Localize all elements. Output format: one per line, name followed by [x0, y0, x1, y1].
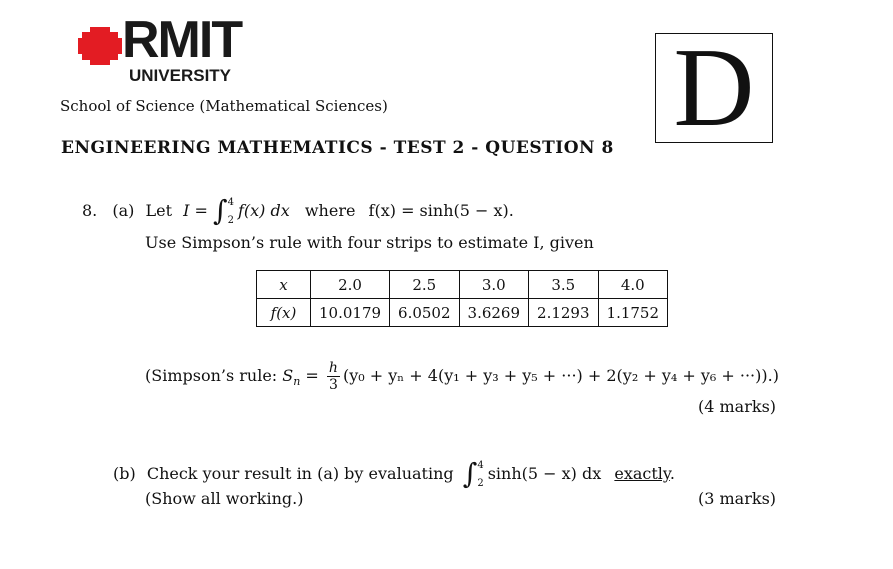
table-cell: 2.1293 — [529, 299, 599, 327]
logo-wordmark: RMIT — [122, 11, 242, 69]
fraction-denominator: 3 — [328, 377, 338, 393]
let-word: Let — [145, 201, 173, 220]
upper-limit: 4 — [477, 459, 484, 471]
table-cell: 2.5 — [390, 271, 460, 299]
table-cell: 6.0502 — [390, 299, 460, 327]
row-label-x: x — [257, 271, 311, 299]
table-cell: 1.1752 — [598, 299, 668, 327]
where-word: where — [304, 201, 356, 220]
part-a-label: (a) — [112, 201, 135, 220]
lower-limit: 2 — [227, 214, 234, 226]
part-a-marks: (4 marks) — [698, 397, 777, 416]
table-row-x — [257, 271, 668, 299]
version-box — [655, 26, 773, 150]
period: . — [669, 464, 675, 483]
school-name: School of Science (Mathematical Sciences) — [60, 97, 388, 115]
fraction-numerator: h — [328, 360, 338, 376]
rule-lhs: S — [282, 366, 294, 385]
equals-sign: = — [189, 201, 214, 220]
rule-equals: = — [300, 366, 324, 385]
table-cell: 3.6269 — [459, 299, 529, 327]
table-cell: 10.0179 — [311, 299, 390, 327]
part-b-integrand: sinh(5 − x) dx — [487, 464, 602, 483]
exactly-word: exactly — [614, 464, 670, 483]
question-number: 8. — [82, 201, 98, 220]
question-line-b — [113, 459, 675, 489]
integrand: f(x) dx — [237, 201, 290, 220]
integral-limits — [477, 461, 483, 489]
simpsons-rule — [145, 360, 779, 393]
lower-limit: 2 — [477, 477, 484, 489]
upper-limit: 4 — [227, 196, 234, 208]
row-label-fx: f(x) — [257, 299, 311, 327]
part-b-note: (Show all working.) — [145, 489, 304, 508]
table-cell: 2.0 — [311, 271, 390, 299]
table-cell: 4.0 — [598, 271, 668, 299]
rule-body: (y₀ + yₙ + 4(y₁ + y₃ + y₅ + ···) + 2(y₂ + y₄ + y₆ + ···)).) — [342, 366, 779, 385]
page-title: ENGINEERING MATHEMATICS - TEST 2 - QUESTION 8 — [61, 138, 614, 158]
data-table — [256, 270, 668, 327]
version-letter: D — [673, 26, 755, 150]
instruction-text: Use Simpson’s rule with four strips to estimate I, given — [145, 233, 594, 252]
part-b-text: Check your result in (a) by evaluating — [146, 464, 454, 483]
integral-sign-icon: ∫ — [462, 457, 478, 490]
part-b-label: (b) — [113, 464, 136, 483]
part-b-marks: (3 marks) — [698, 489, 777, 508]
table-cell: 3.5 — [529, 271, 599, 299]
table-row-fx — [257, 299, 668, 327]
rule-prefix: (Simpson’s rule: — [145, 366, 283, 385]
function-definition: f(x) = sinh(5 − x). — [368, 201, 514, 220]
rule-fraction — [327, 360, 340, 393]
integral-var: I — [183, 201, 190, 220]
rule-subscript: n — [293, 375, 301, 389]
integral-sign-icon: ∫ — [213, 194, 228, 227]
table-cell: 3.0 — [459, 271, 529, 299]
rmit-logo-pixel-mark — [78, 27, 122, 65]
question-line-a — [82, 196, 514, 226]
logo-subtitle: UNIVERSITY — [129, 66, 232, 85]
integral-limits — [228, 198, 234, 226]
